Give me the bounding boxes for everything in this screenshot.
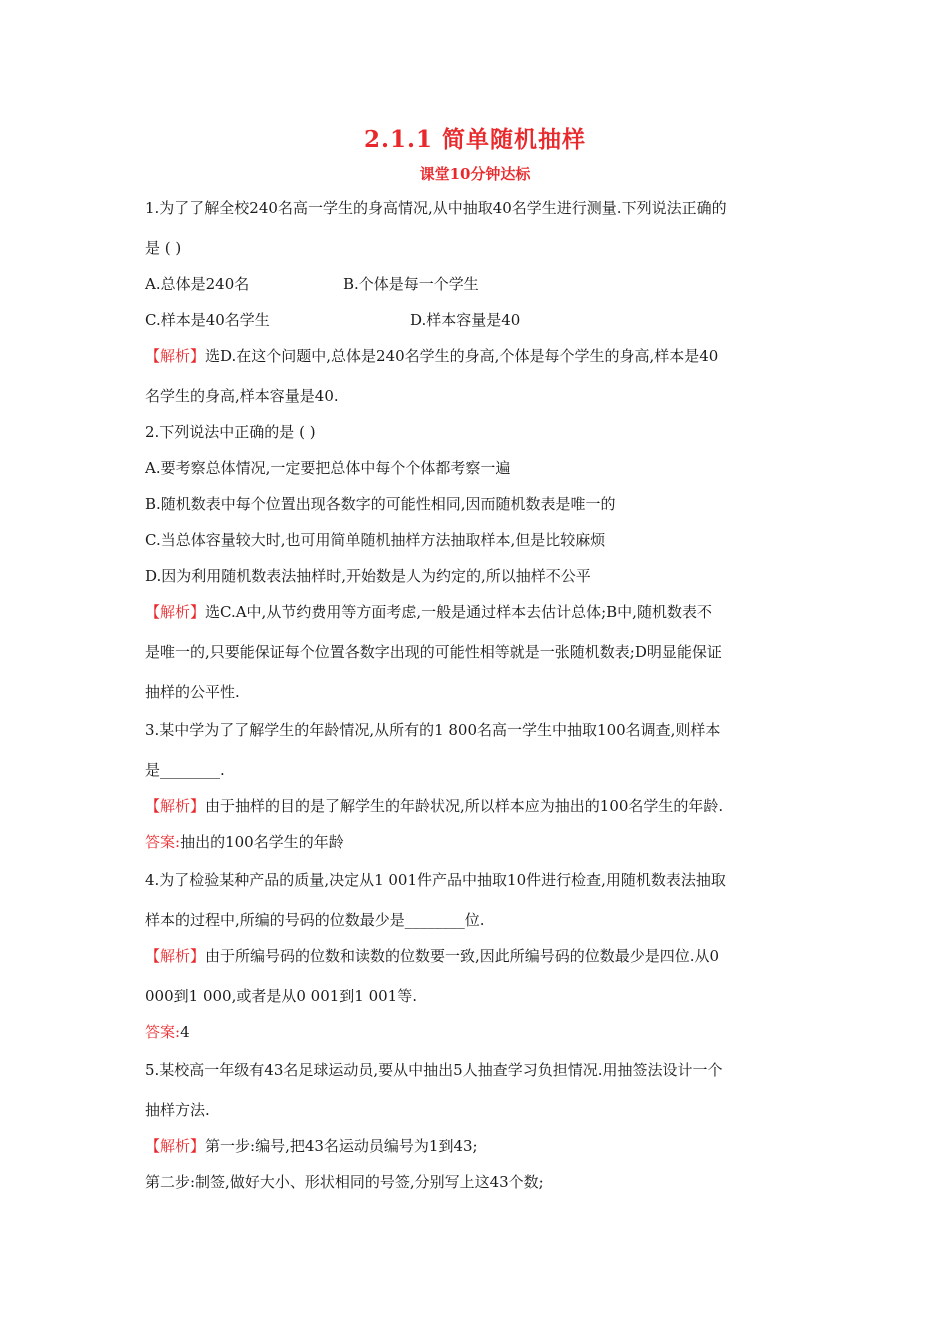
q3-answer: [145, 832, 344, 852]
q5-stem-line1: 5.某校高一年级有43名足球运动员,要从中抽出5人抽查学习负担情况.用抽签法设计一个: [145, 1061, 723, 1079]
q5-analysis-text: 第一步:编号,把43名运动员编号为1到43;: [205, 1137, 478, 1155]
q5-stem-line2: 抽样方法.: [145, 1101, 210, 1119]
q4-stem-line1: 4.为了检验某种产品的质量,决定从1 001件产品中抽取10件进行检查,用随机数表法抽取: [145, 871, 726, 889]
q1-option-c: C.样本是40名学生: [145, 311, 270, 329]
q1-analysis-line1: [145, 346, 718, 366]
q1-option-b: B.个体是每一个学生: [343, 275, 479, 293]
q5-analysis-line1: [145, 1136, 478, 1156]
analysis-label: 【解析】: [145, 797, 206, 815]
q1-option-d: D.样本容量是40: [410, 311, 521, 329]
q4-answer: [145, 1022, 190, 1042]
analysis-label: 【解析】: [145, 1137, 206, 1155]
q2-option-a: A.要考察总体情况,一定要把总体中每个个体都考察一遍: [145, 459, 511, 477]
page-subtitle: 课堂10分钟达标: [419, 165, 531, 183]
q3-analysis-text: 由于抽样的目的是了解学生的年龄状况,所以样本应为抽出的100名学生的年龄.: [205, 797, 724, 815]
q3-answer-text: 抽出的100名学生的年龄: [180, 833, 344, 851]
analysis-label: 【解析】: [145, 347, 206, 365]
q2-analysis-line2: 是唯一的,只要能保证每个位置各数字出现的可能性相等就是一张随机数表;D明显能保证: [145, 643, 722, 661]
q4-answer-text: 4: [180, 1023, 190, 1041]
q2-option-c: C.当总体容量较大时,也可用简单随机抽样方法抽取样本,但是比较麻烦: [145, 531, 606, 549]
q2-option-d: D.因为利用随机数表法抽样时,开始数是人为约定的,所以抽样不公平: [145, 567, 591, 585]
q2-option-b: B.随机数表中每个位置出现各数字的可能性相同,因而随机数表是唯一的: [145, 495, 616, 513]
answer-label: 答案:: [145, 1023, 181, 1041]
answer-label: 答案:: [145, 833, 181, 851]
q1-analysis-text: 选D.在这个问题中,总体是240名学生的身高,个体是每个学生的身高,样本是40: [205, 347, 719, 365]
analysis-label: 【解析】: [145, 947, 206, 965]
q2-analysis-line1: [145, 602, 712, 622]
q2-stem: 2.下列说法中正确的是 ( ): [145, 423, 316, 441]
q3-stem-line2: 是________.: [145, 761, 225, 779]
analysis-label: 【解析】: [145, 603, 206, 621]
q3-stem-line1: 3.某中学为了了解学生的年龄情况,从所有的1 800名高一学生中抽取100名调查,则样本: [145, 721, 721, 739]
q1-stem-line1: 1.为了了解全校240名高一学生的身高情况,从中抽取40名学生进行测量.下列说法正确的: [145, 199, 727, 217]
q1-option-a: A.总体是240名: [145, 275, 250, 293]
q1-analysis-line2: 名学生的身高,样本容量是40.: [145, 387, 339, 405]
q1-stem-line2: 是 ( ): [145, 239, 182, 257]
q4-analysis-text: 由于所编号码的位数和读数的位数要一致,因此所编号码的位数最少是四位.从0: [205, 947, 720, 965]
q2-analysis-line3: 抽样的公平性.: [145, 683, 240, 701]
q4-analysis-line2: 000到1 000,或者是从0 001到1 001等.: [145, 987, 417, 1005]
q2-analysis-text: 选C.A中,从节约费用等方面考虑,一般是通过样本去估计总体;B中,随机数表不: [205, 603, 712, 621]
q4-stem-line2: 样本的过程中,所编的号码的位数最少是________位.: [145, 911, 485, 929]
q4-analysis-line1: [145, 946, 719, 966]
page-title: 2.1.1 简单随机抽样: [363, 126, 587, 153]
q5-analysis-line2: 第二步:制签,做好大小、形状相同的号签,分别写上这43个数;: [145, 1173, 544, 1191]
q3-analysis-line1: [145, 796, 723, 816]
